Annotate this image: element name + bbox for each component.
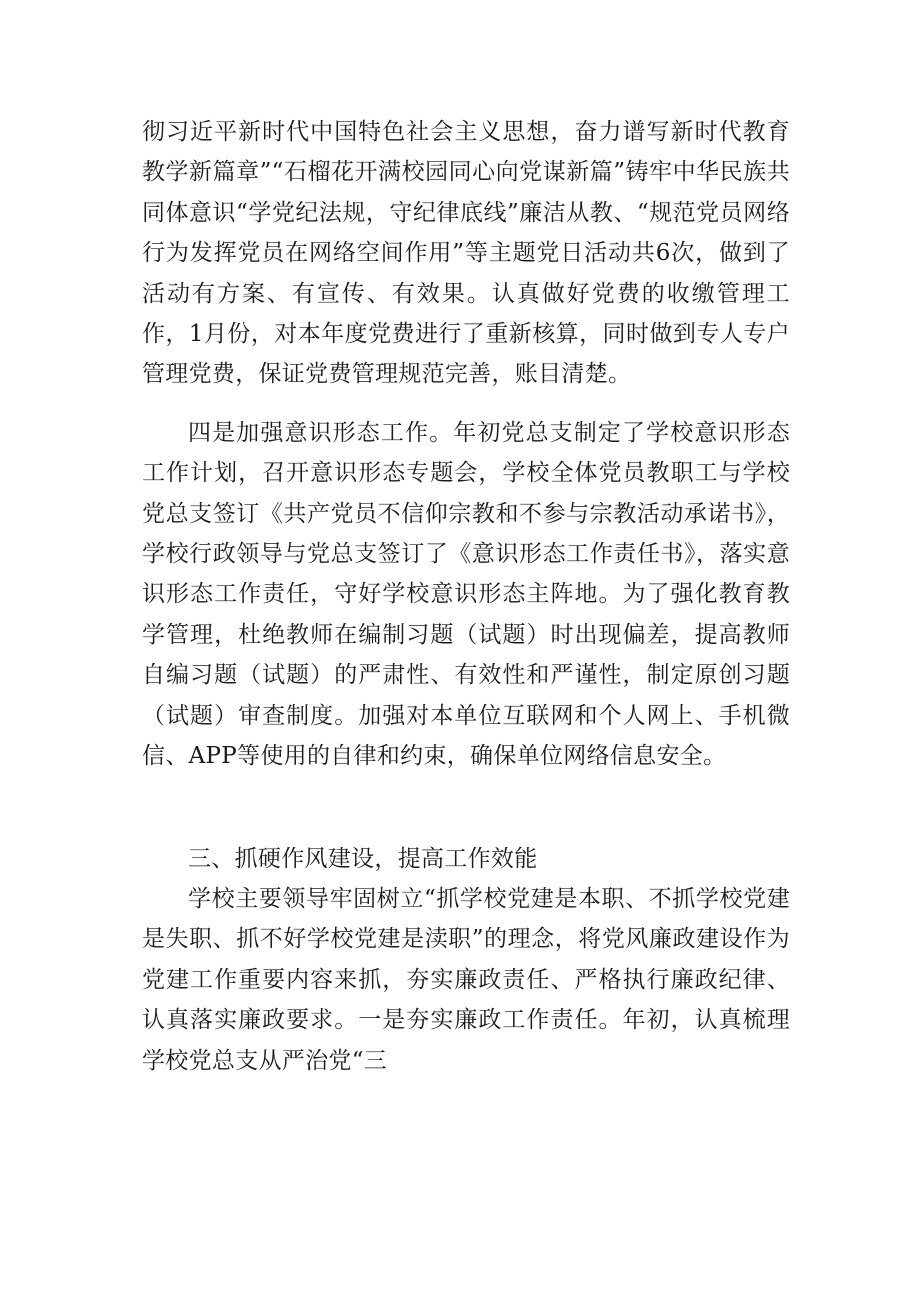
body-paragraph-3: 学校主要领导牢固树立“抓学校党建是本职、不抓学校党建是失职、抓不好学校党建是渎职”的理念，将党风廉政建设作为党建工作重要内容来抓，夯实廉政责任、严格执行廉政纪律、认真落实廉政要求。一是夯实廉政工作责任。年初，认真梳理学校党总支从严治党“三: [142, 885, 790, 1074]
body-paragraph-2: 四是加强意识形态工作。年初党总支制定了学校意识形态工作计划，召开意识形态专题会，学校全体党员教职工与学校党总支签订《共产党员不信仰宗教和不参与宗教活动承诺书》，学校行政领导与党总支签订了《意识形态工作责任书》，落实意识形态工作责任，守好学校意识形态主阵地。为了强化教育教学管理，杜绝教师在编制习题（试题）时出现偏差，提高教师自编习题（试题）的严肃性、有效性和严谨性，制定原创习题（试题）审查制度。加强对本单位互联网和个人网上、手机微信、APP等使用的自律和约束，确保单位网络信息安全。: [142, 419, 790, 770]
document-page: [142, 112, 790, 1081]
section-spacer: [142, 777, 790, 839]
section-heading: 三、抓硬作风建设，提高工作效能: [188, 845, 538, 872]
paragraph-spacer: [142, 395, 790, 413]
body-paragraph-1: 彻习近平新时代中国特色社会主义思想，奋力谱写新时代教育教学新篇章”“石榴花开满校园同心向党谋新篇”铸牢中华民族共同体意识“学党纪法规，守纪律底线”廉洁从教、“规范党员网络行为发挥党员在网络空间作用”等主题党日活动共6次，做到了活动有方案、有宣传、有效果。认真做好党费的收缴管理工作，1月份，对本年度党费进行了重新核算，同时做到专人专户管理党费，保证党费管理规范完善，账目清楚。: [142, 119, 790, 388]
